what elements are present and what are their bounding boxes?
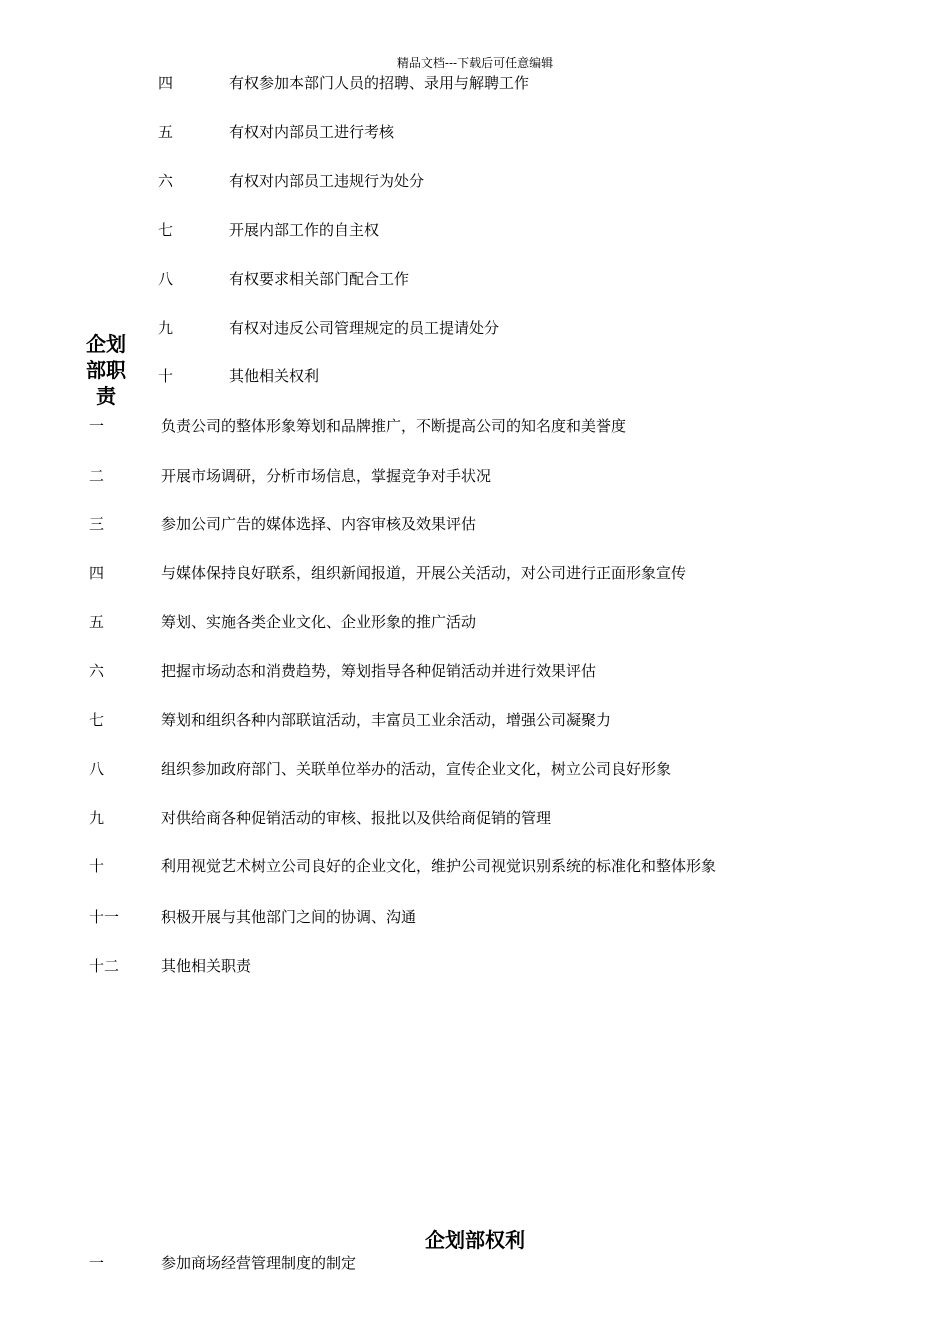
item-text: 利用视觉艺术树立公司良好的企业文化，维护公司视觉识别系统的标准化和整体形象 bbox=[161, 857, 717, 875]
item-number: 八 bbox=[158, 270, 174, 288]
item-text: 参加商场经营管理制度的制定 bbox=[161, 1254, 357, 1272]
item-number: 六 bbox=[158, 172, 174, 190]
item-number: 十 bbox=[89, 857, 105, 875]
duties-section-title: 企划部职责 bbox=[86, 332, 126, 408]
item-number: 九 bbox=[158, 319, 174, 337]
item-text: 参加公司广告的媒体选择、内容审核及效果评估 bbox=[161, 515, 477, 533]
item-number: 一 bbox=[89, 417, 105, 435]
item-number: 十一 bbox=[89, 908, 120, 926]
item-number: 四 bbox=[89, 564, 105, 582]
item-number: 三 bbox=[89, 515, 105, 533]
item-text: 对供给商各种促销活动的审核、报批以及供给商促销的管理 bbox=[161, 809, 552, 827]
item-text: 有权对违反公司管理规定的员工提请处分 bbox=[229, 319, 500, 337]
item-number: 八 bbox=[89, 760, 105, 778]
item-number: 七 bbox=[158, 221, 174, 239]
item-text: 筹划、实施各类企业文化、企业形象的推广活动 bbox=[161, 613, 477, 631]
item-number: 二 bbox=[89, 467, 105, 485]
item-number: 七 bbox=[89, 711, 105, 729]
item-text: 有权对内部员工违规行为处分 bbox=[229, 172, 425, 190]
rights-section-title: 企划部权利 bbox=[425, 1228, 525, 1252]
item-text: 其他相关权利 bbox=[229, 367, 320, 385]
item-text: 有权对内部员工进行考核 bbox=[229, 123, 395, 141]
item-number: 五 bbox=[158, 123, 174, 141]
item-number: 一 bbox=[89, 1254, 105, 1272]
watermark-header: 精品文档---下载后可任意编辑 bbox=[396, 56, 554, 70]
item-text: 与媒体保持良好联系，组织新闻报道，开展公关活动，对公司进行正面形象宣传 bbox=[161, 564, 687, 582]
item-number: 九 bbox=[89, 809, 105, 827]
item-text: 组织参加政府部门、关联单位举办的活动，宣传企业文化，树立公司良好形象 bbox=[161, 760, 672, 778]
item-text: 负责公司的整体形象筹划和品牌推广，不断提高公司的知名度和美誉度 bbox=[161, 417, 627, 435]
item-text: 有权参加本部门人员的招聘、录用与解聘工作 bbox=[229, 74, 530, 92]
item-number: 四 bbox=[158, 74, 174, 92]
item-text: 其他相关职责 bbox=[161, 957, 252, 975]
item-text: 筹划和组织各种内部联谊活动，丰富员工业余活动，增强公司凝聚力 bbox=[161, 711, 612, 729]
item-text: 积极开展与其他部门之间的协调、沟通 bbox=[161, 908, 417, 926]
item-number: 五 bbox=[89, 613, 105, 631]
item-number: 十 bbox=[158, 367, 174, 385]
item-text: 有权要求相关部门配合工作 bbox=[229, 270, 410, 288]
item-number: 十二 bbox=[89, 957, 120, 975]
item-number: 六 bbox=[89, 662, 105, 680]
item-text: 开展市场调研，分析市场信息，掌握竞争对手状况 bbox=[161, 467, 492, 485]
item-text: 把握市场动态和消费趋势，筹划指导各种促销活动并进行效果评估 bbox=[161, 662, 597, 680]
item-text: 开展内部工作的自主权 bbox=[229, 221, 380, 239]
